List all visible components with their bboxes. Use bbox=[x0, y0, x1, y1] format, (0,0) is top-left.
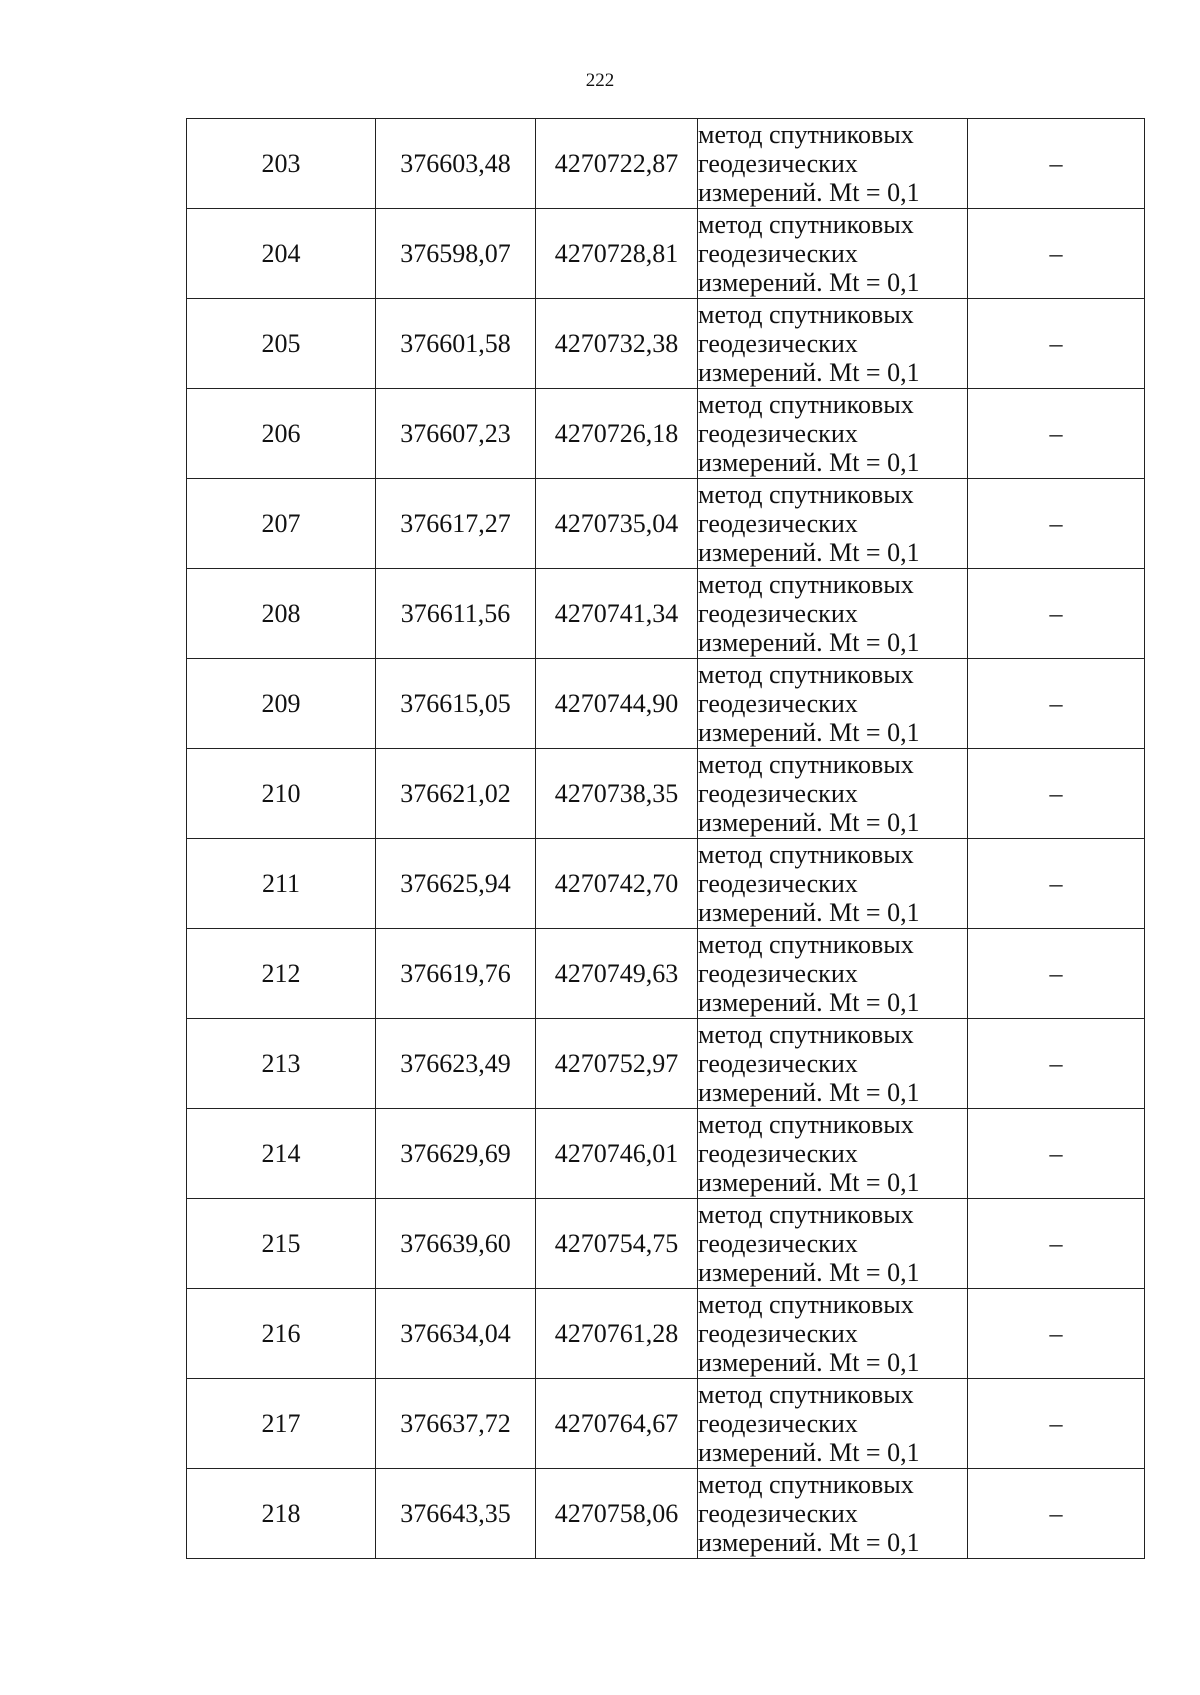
table-row bbox=[187, 119, 1145, 209]
x-coordinate-cell: 376634,04 bbox=[376, 1289, 536, 1379]
method-cell: метод спутниковых геодезических измерений. Mt = 0,1 bbox=[698, 659, 968, 749]
x-coordinate-cell: 376617,27 bbox=[376, 479, 536, 569]
note-cell: – bbox=[968, 659, 1145, 749]
x-coordinate-cell: 376607,23 bbox=[376, 389, 536, 479]
table-row bbox=[187, 1199, 1145, 1289]
point-number-cell: 207 bbox=[187, 479, 376, 569]
point-number-cell: 210 bbox=[187, 749, 376, 839]
x-coordinate-cell: 376598,07 bbox=[376, 209, 536, 299]
note-cell: – bbox=[968, 479, 1145, 569]
y-coordinate-cell: 4270746,01 bbox=[536, 1109, 698, 1199]
x-coordinate-cell: 376629,69 bbox=[376, 1109, 536, 1199]
note-cell: – bbox=[968, 299, 1145, 389]
table-row bbox=[187, 479, 1145, 569]
x-coordinate-cell: 376637,72 bbox=[376, 1379, 536, 1469]
table-row bbox=[187, 1289, 1145, 1379]
point-number-cell: 214 bbox=[187, 1109, 376, 1199]
x-coordinate-cell: 376625,94 bbox=[376, 839, 536, 929]
method-cell: метод спутниковых геодезических измерений. Mt = 0,1 bbox=[698, 929, 968, 1019]
point-number-cell: 216 bbox=[187, 1289, 376, 1379]
point-number-cell: 205 bbox=[187, 299, 376, 389]
table-row bbox=[187, 1379, 1145, 1469]
note-cell: – bbox=[968, 1199, 1145, 1289]
table-row bbox=[187, 209, 1145, 299]
y-coordinate-cell: 4270752,97 bbox=[536, 1019, 698, 1109]
point-number-cell: 217 bbox=[187, 1379, 376, 1469]
method-cell: метод спутниковых геодезических измерений. Mt = 0,1 bbox=[698, 299, 968, 389]
note-cell: – bbox=[968, 209, 1145, 299]
point-number-cell: 211 bbox=[187, 839, 376, 929]
x-coordinate-cell: 376643,35 bbox=[376, 1469, 536, 1559]
y-coordinate-cell: 4270732,38 bbox=[536, 299, 698, 389]
point-number-cell: 213 bbox=[187, 1019, 376, 1109]
table-row bbox=[187, 1109, 1145, 1199]
y-coordinate-cell: 4270749,63 bbox=[536, 929, 698, 1019]
table-row bbox=[187, 1019, 1145, 1109]
point-number-cell: 208 bbox=[187, 569, 376, 659]
x-coordinate-cell: 376639,60 bbox=[376, 1199, 536, 1289]
method-cell: метод спутниковых геодезических измерений. Mt = 0,1 bbox=[698, 1469, 968, 1559]
y-coordinate-cell: 4270728,81 bbox=[536, 209, 698, 299]
coordinates-table bbox=[186, 118, 1145, 1559]
y-coordinate-cell: 4270738,35 bbox=[536, 749, 698, 839]
y-coordinate-cell: 4270764,67 bbox=[536, 1379, 698, 1469]
x-coordinate-cell: 376619,76 bbox=[376, 929, 536, 1019]
y-coordinate-cell: 4270726,18 bbox=[536, 389, 698, 479]
x-coordinate-cell: 376621,02 bbox=[376, 749, 536, 839]
note-cell: – bbox=[968, 929, 1145, 1019]
method-cell: метод спутниковых геодезических измерений. Mt = 0,1 bbox=[698, 389, 968, 479]
x-coordinate-cell: 376615,05 bbox=[376, 659, 536, 749]
y-coordinate-cell: 4270735,04 bbox=[536, 479, 698, 569]
table-row bbox=[187, 839, 1145, 929]
table-row bbox=[187, 1469, 1145, 1559]
table-row bbox=[187, 659, 1145, 749]
note-cell: – bbox=[968, 119, 1145, 209]
note-cell: – bbox=[968, 569, 1145, 659]
method-cell: метод спутниковых геодезических измерений. Mt = 0,1 bbox=[698, 569, 968, 659]
method-cell: метод спутниковых геодезических измерений. Mt = 0,1 bbox=[698, 1199, 968, 1289]
table-row bbox=[187, 929, 1145, 1019]
y-coordinate-cell: 4270744,90 bbox=[536, 659, 698, 749]
note-cell: – bbox=[968, 1289, 1145, 1379]
method-cell: метод спутниковых геодезических измерений. Mt = 0,1 bbox=[698, 1379, 968, 1469]
y-coordinate-cell: 4270742,70 bbox=[536, 839, 698, 929]
table-row bbox=[187, 389, 1145, 479]
point-number-cell: 215 bbox=[187, 1199, 376, 1289]
note-cell: – bbox=[968, 839, 1145, 929]
note-cell: – bbox=[968, 749, 1145, 839]
point-number-cell: 218 bbox=[187, 1469, 376, 1559]
y-coordinate-cell: 4270754,75 bbox=[536, 1199, 698, 1289]
table-row bbox=[187, 299, 1145, 389]
method-cell: метод спутниковых геодезических измерений. Mt = 0,1 bbox=[698, 749, 968, 839]
method-cell: метод спутниковых геодезических измерений. Mt = 0,1 bbox=[698, 1289, 968, 1379]
method-cell: метод спутниковых геодезических измерений. Mt = 0,1 bbox=[698, 479, 968, 569]
page-number: 222 bbox=[585, 70, 615, 91]
point-number-cell: 203 bbox=[187, 119, 376, 209]
method-cell: метод спутниковых геодезических измерений. Mt = 0,1 bbox=[698, 839, 968, 929]
note-cell: – bbox=[968, 1379, 1145, 1469]
x-coordinate-cell: 376603,48 bbox=[376, 119, 536, 209]
x-coordinate-cell: 376601,58 bbox=[376, 299, 536, 389]
y-coordinate-cell: 4270741,34 bbox=[536, 569, 698, 659]
x-coordinate-cell: 376611,56 bbox=[376, 569, 536, 659]
note-cell: – bbox=[968, 1019, 1145, 1109]
coordinates-table-body bbox=[187, 119, 1145, 1559]
note-cell: – bbox=[968, 1469, 1145, 1559]
point-number-cell: 209 bbox=[187, 659, 376, 749]
table-row bbox=[187, 569, 1145, 659]
note-cell: – bbox=[968, 1109, 1145, 1199]
y-coordinate-cell: 4270758,06 bbox=[536, 1469, 698, 1559]
table-row bbox=[187, 749, 1145, 839]
point-number-cell: 204 bbox=[187, 209, 376, 299]
method-cell: метод спутниковых геодезических измерений. Mt = 0,1 bbox=[698, 1019, 968, 1109]
point-number-cell: 212 bbox=[187, 929, 376, 1019]
x-coordinate-cell: 376623,49 bbox=[376, 1019, 536, 1109]
method-cell: метод спутниковых геодезических измерений. Mt = 0,1 bbox=[698, 209, 968, 299]
point-number-cell: 206 bbox=[187, 389, 376, 479]
method-cell: метод спутниковых геодезических измерений. Mt = 0,1 bbox=[698, 1109, 968, 1199]
note-cell: – bbox=[968, 389, 1145, 479]
y-coordinate-cell: 4270761,28 bbox=[536, 1289, 698, 1379]
y-coordinate-cell: 4270722,87 bbox=[536, 119, 698, 209]
method-cell: метод спутниковых геодезических измерений. Mt = 0,1 bbox=[698, 119, 968, 209]
